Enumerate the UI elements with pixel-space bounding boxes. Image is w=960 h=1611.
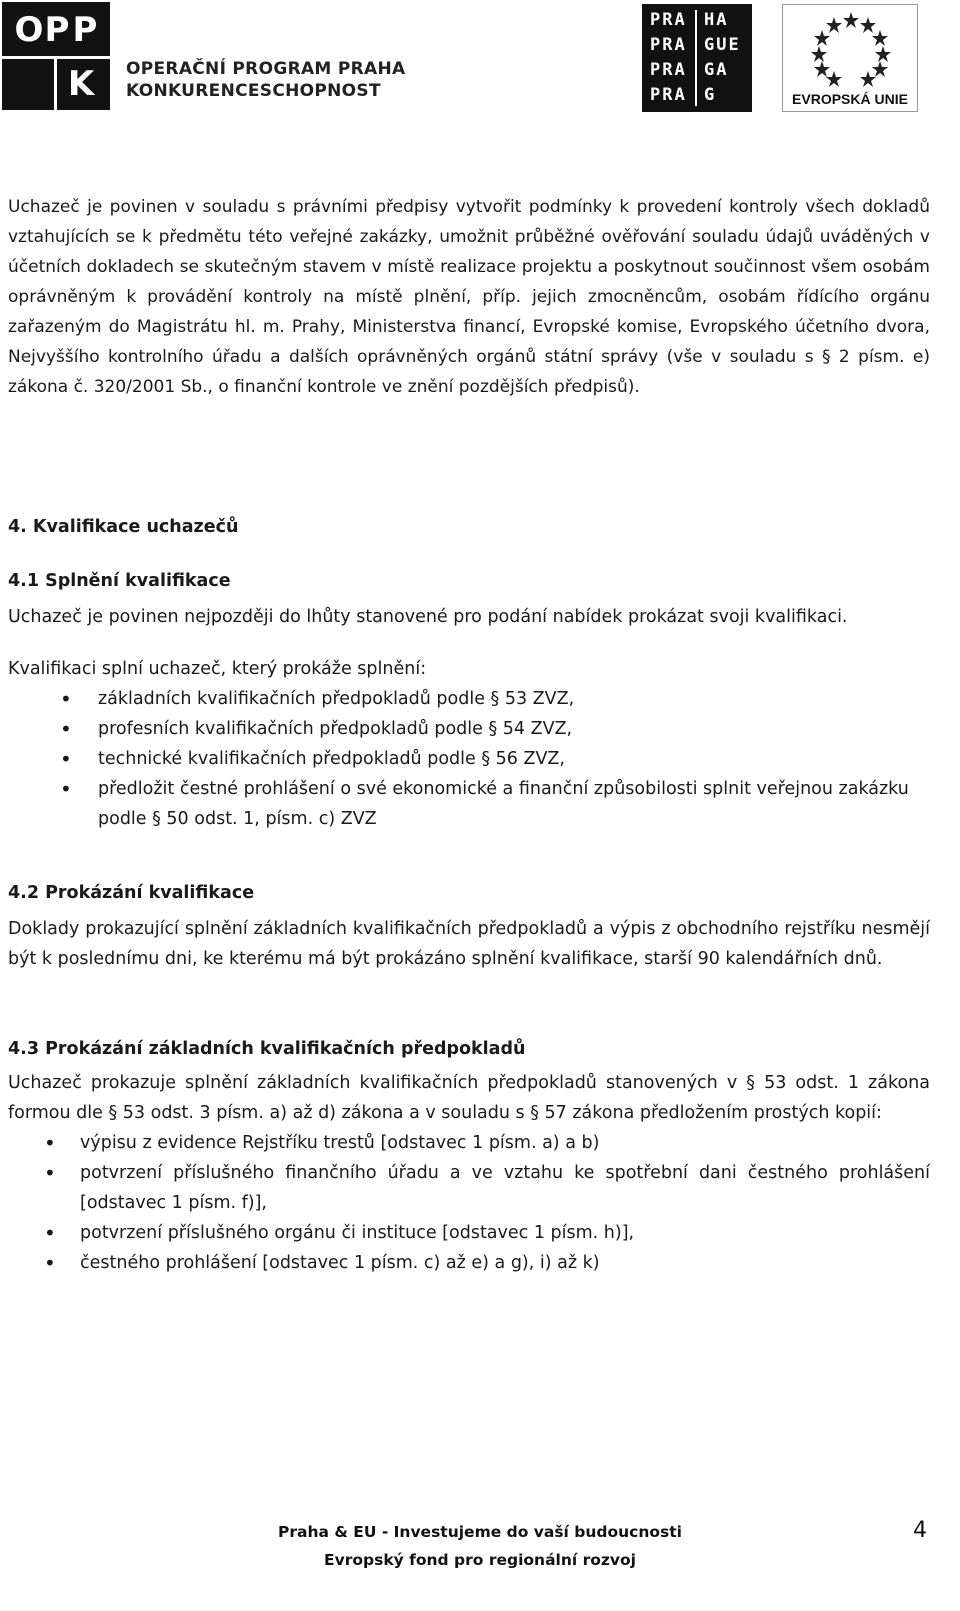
praha-logo-divider — [695, 10, 697, 106]
opp-title-line2: KONKURENCESCHOPNOST — [126, 81, 381, 101]
bullet-icon: • — [44, 1221, 56, 1245]
praha-logo — [642, 4, 752, 112]
opp-logo-letter: P — [72, 10, 98, 50]
opp-logo — [2, 2, 110, 110]
praha-logo-row: PRA G — [650, 85, 717, 105]
subsection-heading: 4.1 Splnění kvalifikace — [8, 571, 231, 591]
opp-title — [126, 58, 405, 102]
bullet-icon: • — [60, 747, 72, 771]
list-item: • základních kvalifikačních předpokladů podle § 53 ZVZ, — [98, 684, 930, 714]
bullet-icon: • — [60, 717, 72, 741]
paragraph: Uchazeč prokazuje splnění základních kvalifikačních předpokladů stanovených v § 53 odst. 1 zákona formou dle § 53 odst. 3 písm. a) až d) zákona a v souladu s § 57 zákona předložením prostých kopií: — [8, 1073, 930, 1123]
opp-logo-letter: P — [44, 10, 70, 50]
subsection-heading: 4.2 Prokázání kvalifikace — [8, 883, 255, 903]
bullet-icon: • — [44, 1161, 56, 1185]
document-header — [0, 0, 960, 120]
bullet-list — [44, 1128, 930, 1278]
subsection-heading: 4.3 Prokázání základních kvalifikačních předpokladů — [8, 1039, 526, 1059]
footer-line2: Evropský fond pro regionální rozvoj — [324, 1551, 636, 1569]
paragraph-lead: Kvalifikaci splní uchazeč, který prokáže splnění: — [8, 659, 427, 679]
bullet-list — [60, 684, 930, 834]
opp-logo-letter: O — [14, 10, 44, 50]
eu-logo — [782, 4, 918, 112]
praha-logo-row: PRA GUE — [650, 35, 741, 55]
page-number: 4 — [913, 1518, 927, 1543]
list-item: • výpisu z evidence Rejstříku trestů [odstavec 1 písm. a) a b) — [80, 1128, 930, 1158]
bullet-icon: • — [44, 1251, 56, 1275]
list-item: • potvrzení příslušného finančního úřadu a ve vztahu ke spotřební dani čestného prohlášení [odstavec 1 písm. f)], — [80, 1158, 930, 1218]
paragraph: Uchazeč je povinen nejpozději do lhůty stanovené pro podání nabídek prokázat svoji kvalifikaci. — [8, 607, 848, 627]
list-item: • čestného prohlášení [odstavec 1 písm. c) až e) a g), i) až k) — [80, 1248, 930, 1278]
opp-logo-letter: K — [67, 64, 95, 104]
paragraph: Doklady prokazující splnění základních kvalifikačních předpokladů a výpis z obchodního rejstříku nesmějí být k poslednímu dni, ke kterému má být prokázáno splnění kvalifikace, starší 90 kalendářních dnů. — [8, 919, 930, 969]
praha-logo-row: PRA HA — [650, 10, 729, 30]
footer-line1: Praha & EU - Investujeme do vaší budoucnosti — [277, 1523, 682, 1541]
list-item: • technické kvalifikačních předpokladů podle § 56 ZVZ, — [98, 744, 930, 774]
intro-paragraph: Uchazeč je povinen v souladu s právními předpisy vytvořit podmínky k provedení kontroly všech dokladů vztahujících se k předmětu této veřejné zakázky, umožnit průběžné ověřování souladu údajů uváděných v účetních dokladech se skutečným stavem v místě realizace projektu a poskytnout součinnost všem osobám oprávněným k provádění kontroly na místě plnění, příp. jejich zmocněncům, osobám řídícího orgánu zařazeným do Magistrátu hl. m. Prahy, Ministerstva financí, Evropské komise, Evropského účetního dvora, Nejvyššího kontrolního úřadu a dalších oprávněných orgánů státní správy (vše v souladu s § 2 písm. e) zákona č. 320/2001 Sb., o finanční kontrole ve znění pozdějších předpisů). — [8, 197, 930, 397]
eu-label: EVROPSKÁ UNIE — [792, 91, 908, 107]
section-heading: 4. Kvalifikace uchazečů — [8, 517, 239, 537]
document-footer — [0, 1518, 960, 1574]
list-item: • potvrzení příslušného orgánu či instituce [odstavec 1 písm. h)], — [80, 1218, 930, 1248]
praha-logo-row: PRA GA — [650, 60, 729, 80]
bullet-icon: • — [60, 777, 72, 801]
bullet-icon: • — [60, 687, 72, 711]
opp-title-line1: OPERAČNÍ PROGRAM PRAHA — [126, 59, 406, 79]
list-item: • profesních kvalifikačních předpokladů podle § 54 ZVZ, — [98, 714, 930, 744]
eu-stars-icon — [811, 9, 891, 87]
list-item: • předložit čestné prohlášení o své ekonomické a finanční způsobilosti splnit veřejnou zakázku podle § 50 odst. 1, písm. c) ZVZ — [98, 774, 930, 834]
document-body — [8, 192, 930, 1278]
bullet-icon: • — [44, 1131, 56, 1155]
